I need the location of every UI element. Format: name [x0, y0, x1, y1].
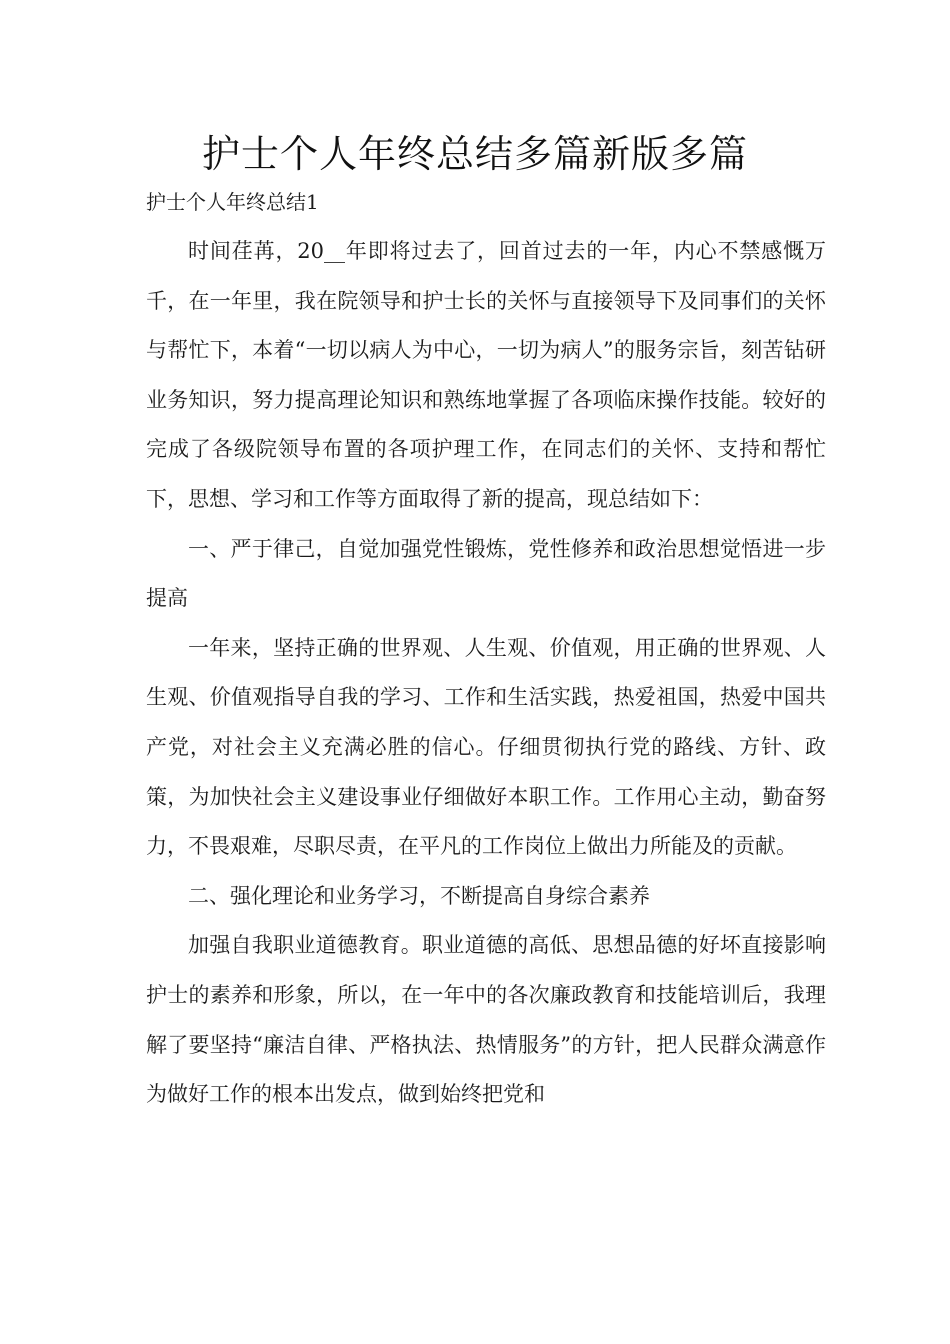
paragraph-body-2: 加强自我职业道德教育。职业道德的高低、思想品德的好坏直接影响护士的素养和形象，所以，在一年中的各次廉政教育和技能培训后，我理解了要坚持“廉洁自律、严格执法、热情服务”的方针，把人民群众满意作为做好工作的根本出发点，做到始终把党和 [146, 933, 826, 1107]
document-title: 护士个人年终总结多篇新版多篇 [201, 132, 748, 176]
paragraph-body-1: 一年来，坚持正确的世界观、人生观、价值观，用正确的世界观、人生观、价值观指导自我的学习、工作和生活实践，热爱祖国，热爱中国共产党，对社会主义充满必胜的信心。仔细贯彻执行党的路线、方针、政策，为加快社会主义建设事业仔细做好本职工作。工作用心主动，勤奋努力，不畏艰难，尽职尽责，在平凡的工作岗位上做出力所能及的贡献。 [146, 635, 826, 859]
paragraph-intro: 时间荏苒，20__年即将过去了，回首过去的一年，内心不禁感慨万千，在一年里，我在院领导和护士长的关怀与直接领导下及同事们的关怀与帮忙下，本着“一切以病人为中心，一切为病人”的服务宗旨，刻苦钻研业务知识，努力提高理论知识和熟练地掌握了各项临床操作技能。较好的完成了各级院领导布置的各项护理工作，在同志们的关怀、支持和帮忙下，思想、学习和工作等方面取得了新的提高，现总结如下： [146, 239, 826, 511]
paragraph-heading-1: 一、严于律己，自觉加强党性锻炼，党性修养和政治思想觉悟进一步提高 [146, 536, 826, 611]
section-heading: 护士个人年终总结1 [146, 190, 319, 214]
document-body [146, 227, 826, 1120]
paragraph-heading-2: 二、强化理论和业务学习，不断提高自身综合素养 [188, 883, 650, 908]
